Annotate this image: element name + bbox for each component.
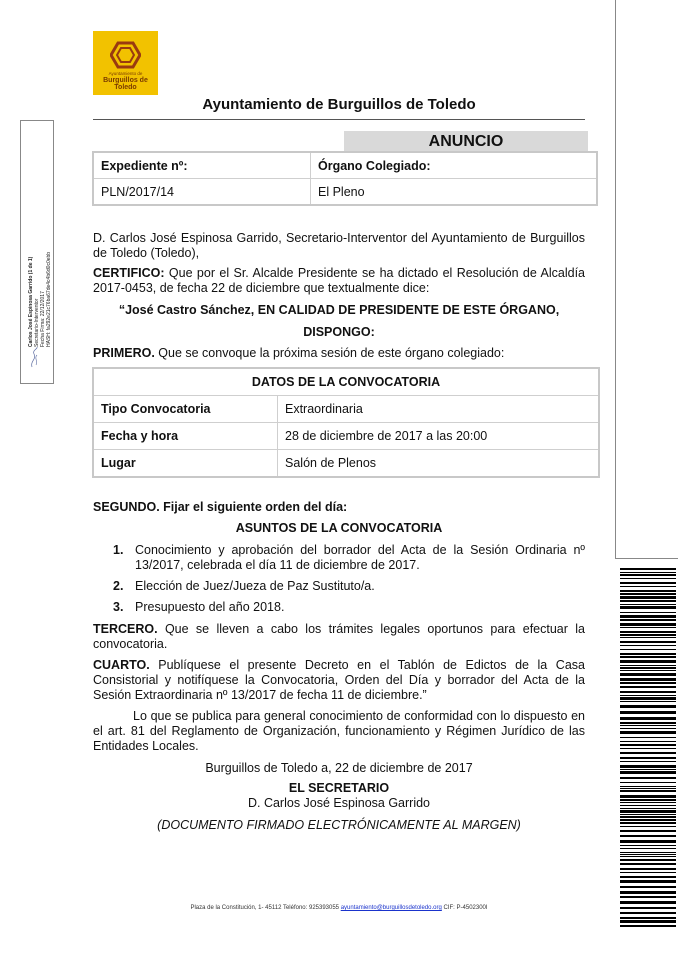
certifico-text: Que por el Sr. Alcalde Presidente se ha dictado el Resolución de Alcaldía 2017-0453, de fecha 22 de diciembre que textualmente dice: [93, 266, 585, 295]
expediente-label: Expediente nº: [93, 152, 311, 179]
table-row [93, 450, 599, 478]
organo-value: El Pleno [311, 179, 598, 206]
row-label: Lugar [93, 450, 278, 478]
certifico-label: CERTIFICO: [93, 266, 165, 280]
row-value: Salón de Plenos [278, 450, 600, 478]
item-number: 1. [113, 543, 124, 557]
stamp-text [28, 127, 54, 347]
footer-cif: CIF: P-4502300I [443, 905, 488, 911]
organo-label: Órgano Colegiado: [311, 152, 598, 179]
segundo-heading: SEGUNDO. Fijar el siguiente orden del día: [93, 500, 348, 514]
table-row [93, 396, 599, 423]
logo-line2: Burguillos de Toledo [103, 77, 148, 91]
asuntos-title: ASUNTOS DE LA CONVOCATORIA [235, 521, 443, 535]
anuncio-banner: ANUNCIO [344, 131, 588, 152]
item-number: 2. [113, 579, 124, 593]
row-label: Fecha y hora [93, 423, 278, 450]
cuarto-paragraph [93, 658, 585, 703]
stamp-line3: Fecha Firma: 22/12/2017 [40, 291, 46, 347]
municipal-logo [93, 31, 158, 95]
certifico-paragraph [93, 266, 585, 296]
signer-title: EL SECRETARIO [288, 781, 390, 795]
tercero-label: TERCERO. [93, 622, 158, 636]
margin-line-horizontal [615, 558, 678, 559]
item-text: Elección de Juez/Jueza de Paz Sustituto/a. [135, 579, 375, 593]
primero-paragraph [93, 346, 585, 361]
logo-line1: Ayuntamiento de [108, 71, 143, 76]
row-value: 28 de diciembre de 2017 a las 20:00 [278, 423, 600, 450]
primero-text: Que se convoque la próxima sesión de este órgano colegiado: [154, 346, 505, 360]
signed-note: (DOCUMENTO FIRMADO ELECTRÓNICAMENTE AL MARGEN) [157, 818, 521, 832]
stamp-line4: HASH: fa292e21c76ba67de4c4b6d0c0ebb [46, 251, 52, 347]
list-item [93, 579, 585, 594]
tercero-text: Que se lleven a cabo los trámites legales oportunos para efectuar la convocatoria. [93, 622, 585, 651]
list-item [93, 600, 585, 615]
tercero-paragraph [93, 622, 585, 652]
primero-label: PRIMERO. [93, 346, 155, 360]
asuntos-list [93, 543, 585, 621]
handwritten-signature-icon [28, 345, 42, 369]
stamp-line2: Secretario-Interventor [34, 298, 40, 347]
barcode-icon [620, 568, 676, 928]
expediente-value: PLN/2017/14 [93, 179, 311, 206]
item-text: Presupuesto del año 2018. [135, 600, 285, 614]
margin-line [615, 0, 616, 558]
crest-icon [110, 41, 141, 69]
title-divider [93, 119, 585, 120]
quote-heading: “José Castro Sánchez, EN CALIDAD DE PRESIDENTE DE ESTE ÓRGANO, [118, 303, 560, 317]
cuarto-label: CUARTO. [93, 658, 150, 672]
place-date: Burguillos de Toledo a, 22 de diciembre de 2017 [205, 761, 473, 775]
intro-paragraph: D. Carlos José Espinosa Garrido, Secretario-Interventor del Ayuntamiento de Burguillos de Toledo (Toledo), [93, 231, 585, 260]
cuarto-text: Publíquese el presente Decreto en el Tablón de Edictos de la Casa Consistorial y notifíquese la Convocatoria, Orden del Día y borrador del Acta de la Sesión Extraordinaria nº 13/2017 de fecha 11 de diciembre.” [93, 658, 585, 702]
dispongo-heading: DISPONGO: [303, 325, 375, 339]
row-value: Extraordinaria [278, 396, 600, 423]
convocatoria-table [92, 367, 600, 478]
footer-address: Plaza de la Constitución, 1- 45112 Teléfono: 925393055 [190, 905, 340, 911]
list-item [93, 543, 585, 573]
organization-title: Ayuntamiento de Burguillos de Toledo [202, 96, 476, 113]
item-text: Conocimiento y aprobación del borrador del Acta de la Sesión Ordinaria nº 13/2017, celebrada el día 11 de diciembre de 2017. [135, 543, 585, 572]
footer-email-link[interactable]: ayuntamiento@burguillosdetoledo.org [340, 905, 442, 911]
table-row [93, 423, 599, 450]
row-label: Tipo Convocatoria [93, 396, 278, 423]
convocatoria-title: DATOS DE LA CONVOCATORIA [93, 368, 599, 396]
footer [93, 905, 585, 911]
closing-paragraph: Lo que se publica para general conocimiento de conformidad con lo dispuesto en el art. 81 del Reglamento de Organización, funcionamiento y Régimen Jurídico de las Entidades Locales. [93, 709, 585, 753]
item-number: 3. [113, 600, 124, 614]
expediente-table [92, 151, 598, 206]
stamp-line1: Carlos José Espinosa Garrido (1 de 1) [28, 256, 34, 347]
signer-name: D. Carlos José Espinosa Garrido [247, 796, 431, 810]
